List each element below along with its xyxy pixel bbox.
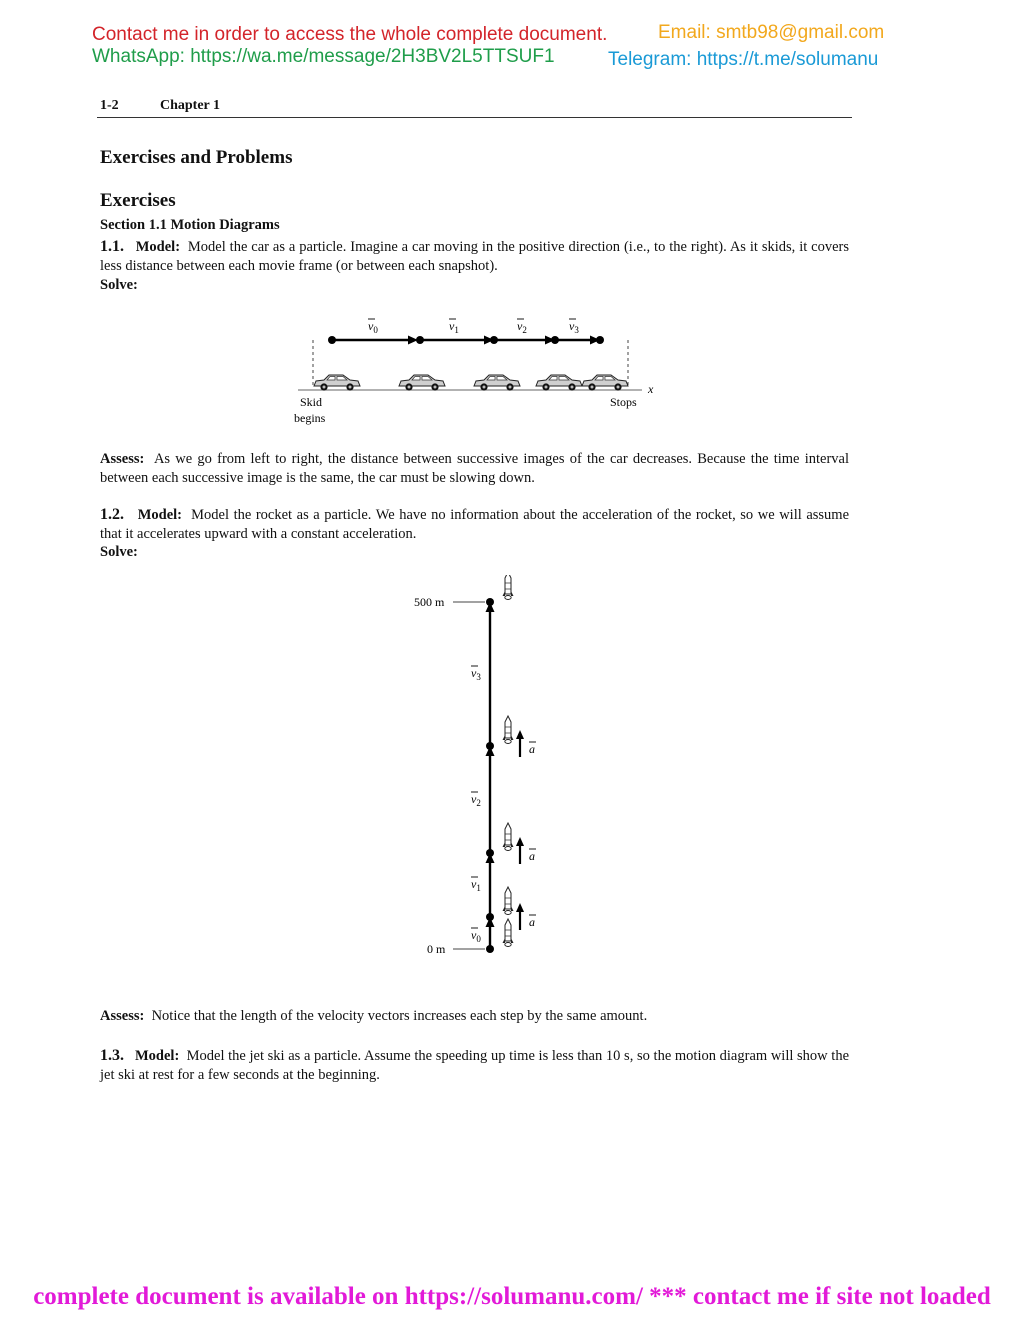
rocket-icon	[503, 887, 514, 915]
dot-2	[486, 849, 494, 857]
dot-0	[486, 945, 494, 953]
dot-3	[486, 742, 494, 750]
dot-1	[486, 913, 494, 921]
dot-3	[551, 336, 559, 344]
accel-arrow	[516, 837, 524, 864]
dot-1	[416, 336, 424, 344]
model-text: Model the rocket as a particle. We have no information about the acceleration of the rocket, so we will assume that it accelerates upward with a constant acceleration.	[100, 507, 850, 542]
car-icon	[536, 375, 582, 391]
velocity-vectors	[332, 336, 600, 345]
v3-label: $v_3$	[471, 666, 481, 682]
model-label: Model:	[134, 1048, 180, 1064]
rocket-icon	[503, 919, 514, 947]
car-icon	[314, 375, 360, 391]
chapter-label: Chapter 1	[160, 98, 221, 113]
v1-label: $v_1$	[471, 877, 481, 893]
solve-label: Solve:	[100, 544, 138, 560]
assess-text: As we go from left to right, the distance between successive images of the car decreases. Because the time interval between each successive image is the same, the car must be slowing down.	[100, 451, 849, 486]
dot-4	[596, 336, 604, 344]
car-icon	[399, 375, 445, 391]
problem-1-1-assess	[100, 450, 849, 488]
heading-exercises: Exercises	[100, 190, 176, 211]
problem-1-3-model	[100, 1046, 849, 1085]
skid-begins-label-2: begins	[294, 411, 326, 425]
a-label: a	[529, 742, 535, 756]
car-images	[314, 375, 628, 391]
stops-label: Stops	[610, 395, 637, 409]
accel-arrow	[516, 730, 524, 757]
v3-label: $v_3$	[569, 319, 579, 335]
vector-labels	[471, 666, 481, 944]
problem-number: 1.1.	[100, 238, 124, 255]
solve-label: Solve:	[100, 277, 138, 293]
car-icon	[582, 375, 628, 391]
rocket-icon	[503, 716, 514, 744]
top-label: 500 m	[414, 595, 445, 609]
assess-label: Assess:	[100, 451, 145, 467]
problem-number: 1.3.	[100, 1047, 124, 1064]
v1-label: $v_1$	[449, 319, 459, 335]
footer-banner[interactable]: complete document is available on https://solumanu.com/ *** contact me if site not loaded	[33, 1283, 991, 1310]
page-number: 1-2	[100, 98, 119, 113]
model-label: Model:	[135, 239, 181, 255]
rocket-images	[503, 575, 514, 947]
assess-text: Notice that the length of the velocity vectors increases each step by the same amount.	[151, 1008, 648, 1024]
car-motion-diagram	[290, 310, 670, 435]
a-label: a	[529, 849, 535, 863]
v0-label: $v_0$	[368, 319, 378, 335]
rocket-icon	[503, 575, 514, 600]
v2-label: $v_2$	[517, 319, 527, 335]
car-icon	[474, 375, 520, 391]
section-heading: Section 1.1 Motion Diagrams	[100, 217, 280, 233]
v0-label: $v_0$	[471, 928, 481, 944]
model-label: Model:	[137, 507, 182, 523]
heading-exercises-problems: Exercises and Problems	[100, 147, 293, 168]
running-head	[100, 98, 220, 114]
vector-labels	[368, 319, 579, 335]
velocity-vectors	[486, 602, 495, 949]
dot-2	[490, 336, 498, 344]
dot-4	[486, 598, 494, 606]
acceleration-arrows	[516, 730, 536, 930]
problem-number: 1.2.	[100, 506, 124, 523]
skid-begins-label-1: Skid	[300, 395, 323, 409]
x-axis-label: x	[648, 382, 654, 396]
header-rule	[97, 117, 852, 118]
bottom-label: 0 m	[427, 942, 446, 956]
model-text: Model the car as a particle. Imagine a car moving in the positive direction (i.e., to the right). As it skids, it covers less distance between each movie frame (or between each snapshot).	[100, 239, 850, 274]
a-label: a	[529, 915, 535, 929]
rocket-icon	[503, 823, 514, 851]
v2-label: $v_2$	[471, 792, 481, 808]
telegram-link[interactable]: Telegram: https://t.me/solumanu	[608, 49, 879, 70]
problem-1-2-model	[100, 505, 849, 544]
contact-notice: Contact me in order to access the whole complete document.	[92, 24, 608, 45]
rocket-motion-diagram	[405, 575, 565, 985]
accel-arrow	[516, 903, 524, 930]
assess-label: Assess:	[100, 1008, 145, 1024]
problem-1-2-assess	[100, 1007, 849, 1026]
model-text: Model the jet ski as a particle. Assume the speeding up time is less than 10 s, so the motion diagram will show the jet ski at rest for a few seconds at the beginning.	[100, 1048, 850, 1083]
dot-0	[328, 336, 336, 344]
email-link[interactable]: Email: smtb98@gmail.com	[658, 22, 885, 43]
problem-1-1-model	[100, 237, 849, 276]
whatsapp-link[interactable]: WhatsApp: https://wa.me/message/2H3BV2L5TTSUF1	[92, 46, 555, 67]
